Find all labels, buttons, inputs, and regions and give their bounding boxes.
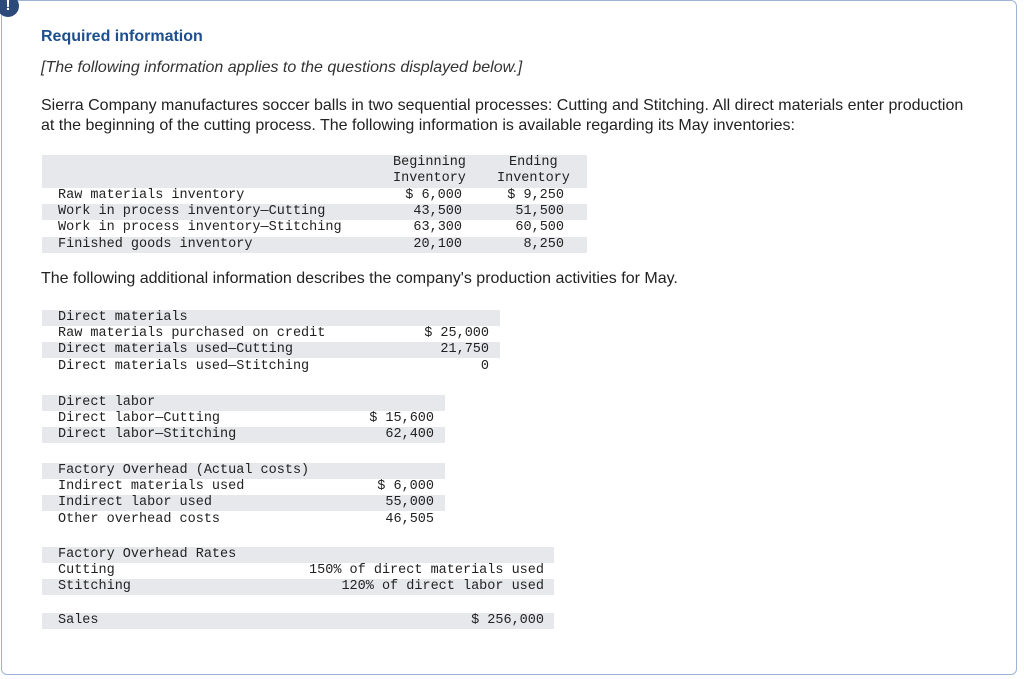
oh-row-label: Indirect labor used	[58, 495, 212, 510]
inventory-table	[42, 155, 587, 255]
factory-overhead-table	[42, 463, 445, 529]
dm-row-label: Direct materials used—Stitching	[58, 359, 310, 374]
inventory-row-begin: 20,100	[413, 237, 462, 252]
col-ending-line2: Inventory	[497, 171, 570, 186]
oh-row-label: Indirect materials used	[58, 479, 245, 494]
section-heading: Required information	[41, 28, 203, 45]
rate-row-label: Stitching	[58, 579, 131, 594]
direct-materials-header: Direct materials	[58, 310, 188, 325]
sales-label: Sales	[58, 613, 99, 628]
oh-row-label: Other overhead costs	[58, 512, 221, 527]
direct-materials-table	[42, 310, 500, 376]
dl-row-label: Direct labor—Stitching	[58, 427, 237, 442]
inventory-row-begin: $ 6,000	[405, 188, 462, 203]
rate-row-value: 120% of direct labor used	[341, 579, 544, 594]
dm-row-value: 0	[480, 359, 489, 374]
oh-row-value: 55,000	[385, 495, 434, 510]
dl-row-value: $ 15,600	[369, 411, 434, 426]
inventory-row-label: Raw materials inventory	[58, 188, 245, 203]
oh-row-value: $ 6,000	[377, 479, 434, 494]
dm-row-value: 21,750	[440, 342, 489, 357]
rate-row-label: Cutting	[58, 563, 115, 578]
dl-row-value: 62,400	[385, 427, 434, 442]
rate-row-value: 150% of direct materials used	[309, 563, 544, 578]
sales-value: $ 256,000	[471, 613, 544, 628]
inventory-row-label: Work in process inventory—Stitching	[58, 220, 342, 235]
additional-info-text: The following additional information describes the company's production activities for May.	[41, 270, 678, 287]
inventory-row-end: $ 9,250	[507, 188, 564, 203]
oh-row-value: 46,505	[385, 512, 434, 527]
inventory-row-end: 51,500	[515, 204, 564, 219]
col-beginning-line1: Beginning	[393, 155, 466, 170]
inventory-row-end: 8,250	[523, 237, 564, 252]
dl-row-label: Direct labor—Cutting	[58, 411, 221, 426]
col-ending-line1: Ending	[509, 155, 558, 170]
overhead-header: Factory Overhead (Actual costs)	[58, 463, 310, 478]
intro-paragraph: Sierra Company manufactures soccer balls in two sequential processes: Cutting and Stitching. All direct materials enter production at the beginning of the cutting process. The following information is available regarding its May inventories:	[41, 97, 964, 134]
dm-row-label: Raw materials purchased on credit	[58, 326, 326, 341]
overhead-rates-table	[42, 547, 554, 597]
inventory-row-end: 60,500	[515, 220, 564, 235]
alert-icon: !	[0, 0, 19, 17]
direct-labor-header: Direct labor	[58, 395, 156, 410]
context-note: [The following information applies to the questions displayed below.]	[41, 59, 523, 76]
inventory-row-begin: 63,300	[413, 220, 462, 235]
dm-row-value: $ 25,000	[424, 326, 489, 341]
inventory-row-label: Finished goods inventory	[58, 237, 253, 252]
rates-header: Factory Overhead Rates	[58, 547, 237, 562]
direct-labor-table	[42, 395, 445, 445]
inventory-row-begin: 43,500	[413, 204, 462, 219]
sales-table	[42, 613, 554, 629]
dm-row-label: Direct materials used—Cutting	[58, 342, 293, 357]
col-beginning-line2: Inventory	[393, 171, 466, 186]
inventory-row-label: Work in process inventory—Cutting	[58, 204, 326, 219]
